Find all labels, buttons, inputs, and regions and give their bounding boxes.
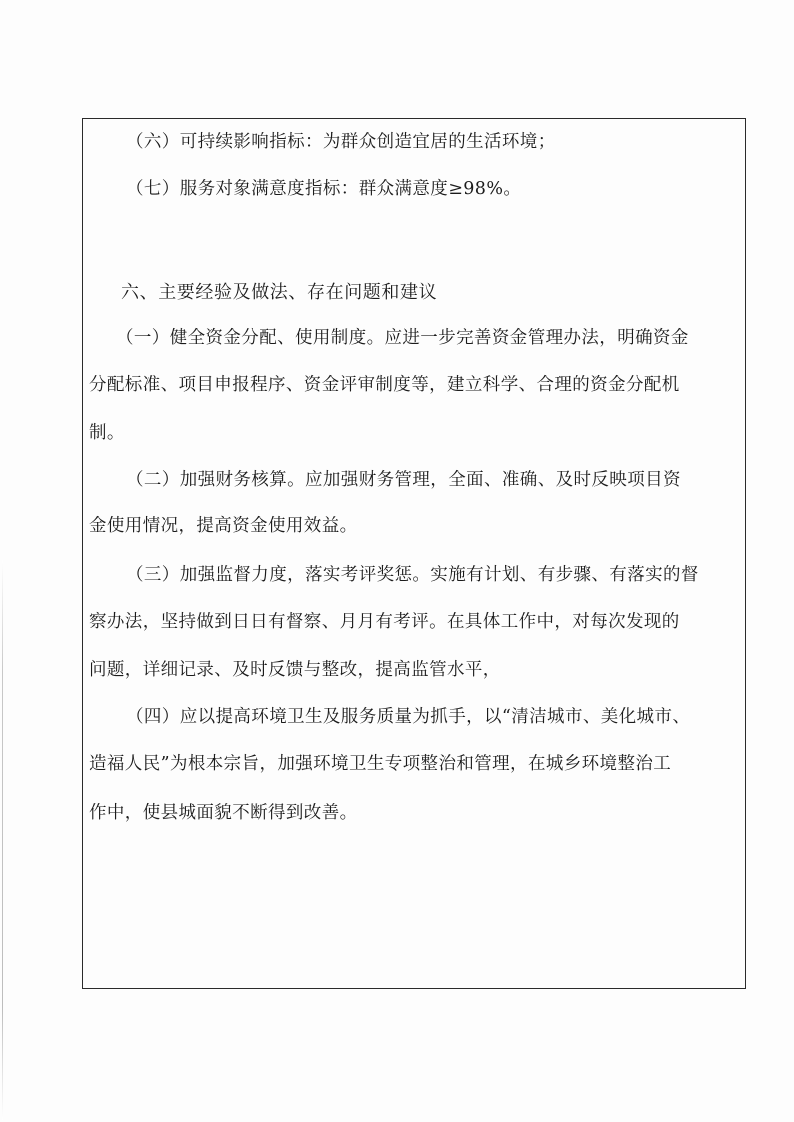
indicator-sustainable-impact: （六）可持续影响指标：为群众创造宜居的生活环境； [126,132,556,152]
item-2-line-1: （二）加强财务核算。应加强财务管理，全面、准确、及时反映项目资 [126,470,681,490]
item-4-line-1: （四）应以提高环境卫生及服务质量为抓手，以“清洁城市、美化城市、 [126,707,691,727]
item-4-line-2: 造福人民”为根本宗旨，加强环境卫生专项整治和管理，在城乡环境整治工 [89,754,672,774]
item-2-line-2: 金使用情况，提高资金使用效益。 [89,516,358,536]
section-heading: 六、主要经验及做法、存在问题和建议 [121,282,438,303]
document-frame [82,118,746,989]
item-1-line-1: （一）健全资金分配、使用制度。应进一步完善资金管理办法，明确资金 [116,328,689,348]
item-1-line-2: 分配标准、项目申报程序、资金评审制度等，建立科学、合理的资金分配机 [89,375,680,395]
indicator-satisfaction: （七）服务对象满意度指标：群众满意度≥98%。 [126,179,522,199]
item-4-line-3: 作中，使县城面貌不断得到改善。 [89,803,358,823]
item-1-line-3: 制。 [89,423,125,443]
item-3-line-3: 问题，详细记录、及时反馈与整改，提高监管水平， [89,660,501,680]
item-3-line-2: 察办法，坚持做到日日有督察、月月有考评。在具体工作中，对每次发现的 [89,612,680,632]
item-3-line-1: （三）加强监督力度，落实考评奖惩。实施有计划、有步骤、有落实的督 [126,565,699,585]
scan-edge-shadow [2,560,3,1120]
